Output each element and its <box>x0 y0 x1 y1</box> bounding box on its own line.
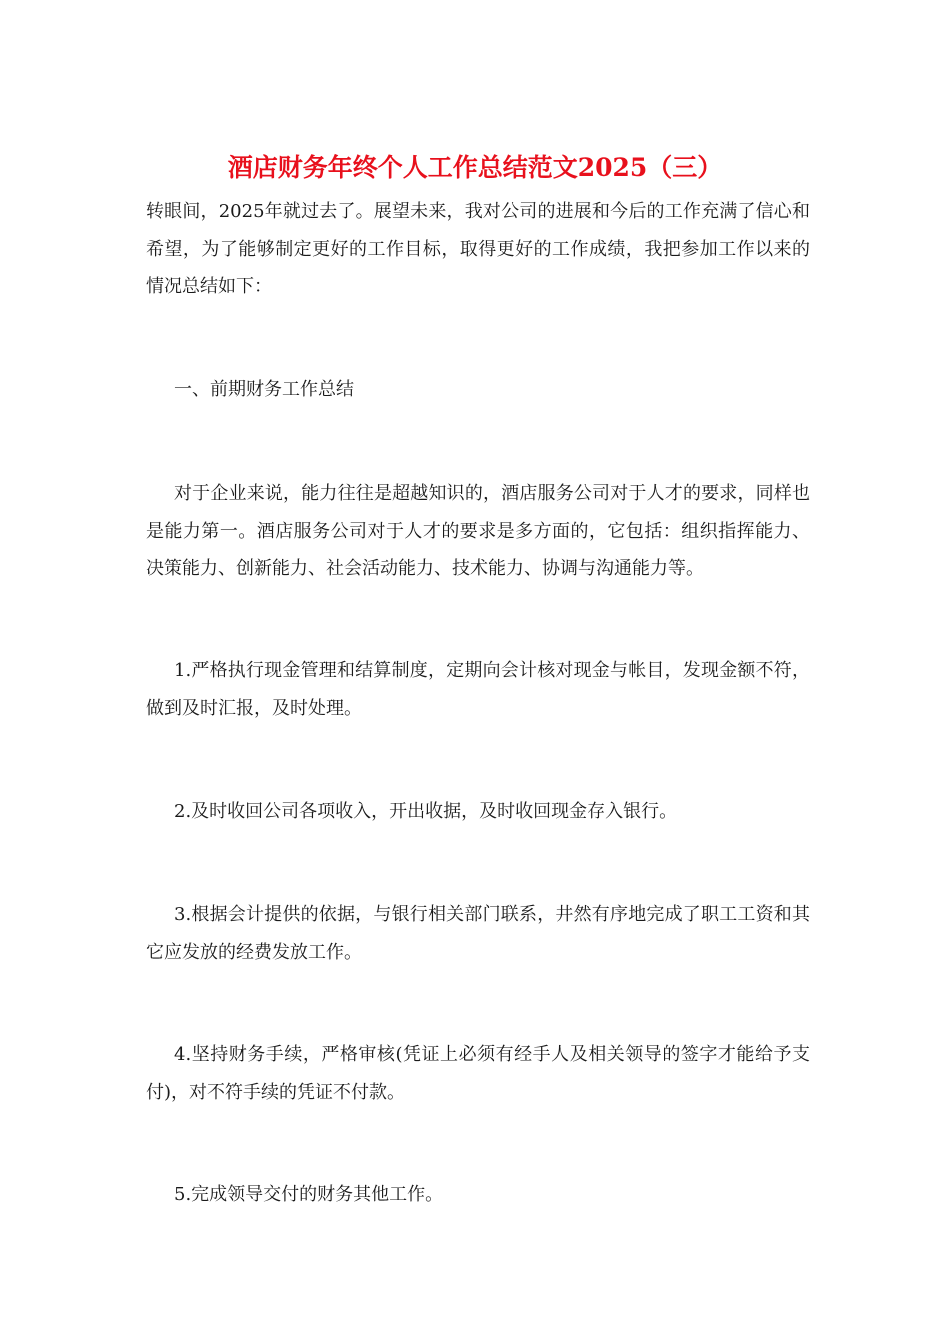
document-title: 酒店财务年终个人工作总结范文2025（三） <box>227 153 723 182</box>
list-item-1: 1.严格执行现金管理和结算制度，定期向会计核对现金与帐目，发现金额不符，做到及时汇报，及时处理。 <box>146 660 810 719</box>
section-heading: 一、前期财务工作总结 <box>174 379 354 400</box>
list-item-4: 4.坚持财务手续，严格审核(凭证上必须有经手人及相关领导的签字才能给予支付)，对不符手续的凭证不付款。 <box>146 1044 810 1103</box>
list-item-3: 3.根据会计提供的依据，与银行相关部门联系，井然有序地完成了职工工资和其它应发放的经费发放工作。 <box>146 904 810 963</box>
list-item-5: 5.完成领导交付的财务其他工作。 <box>174 1184 444 1205</box>
section-intro-paragraph: 对于企业来说，能力往往是超越知识的，酒店服务公司对于人才的要求，同样也是能力第一。酒店服务公司对于人才的要求是多方面的，它包括：组织指挥能力、决策能力、创新能力、社会活动能力、技术能力、协调与沟通能力等。 <box>146 483 810 579</box>
list-item-2: 2.及时收回公司各项收入，开出收据，及时收回现金存入银行。 <box>174 801 678 822</box>
intro-paragraph: 转眼间，2025年就过去了。展望未来，我对公司的进展和今后的工作充满了信心和希望，为了能够制定更好的工作目标，取得更好的工作成绩，我把参加工作以来的情况总结如下： <box>146 201 810 297</box>
